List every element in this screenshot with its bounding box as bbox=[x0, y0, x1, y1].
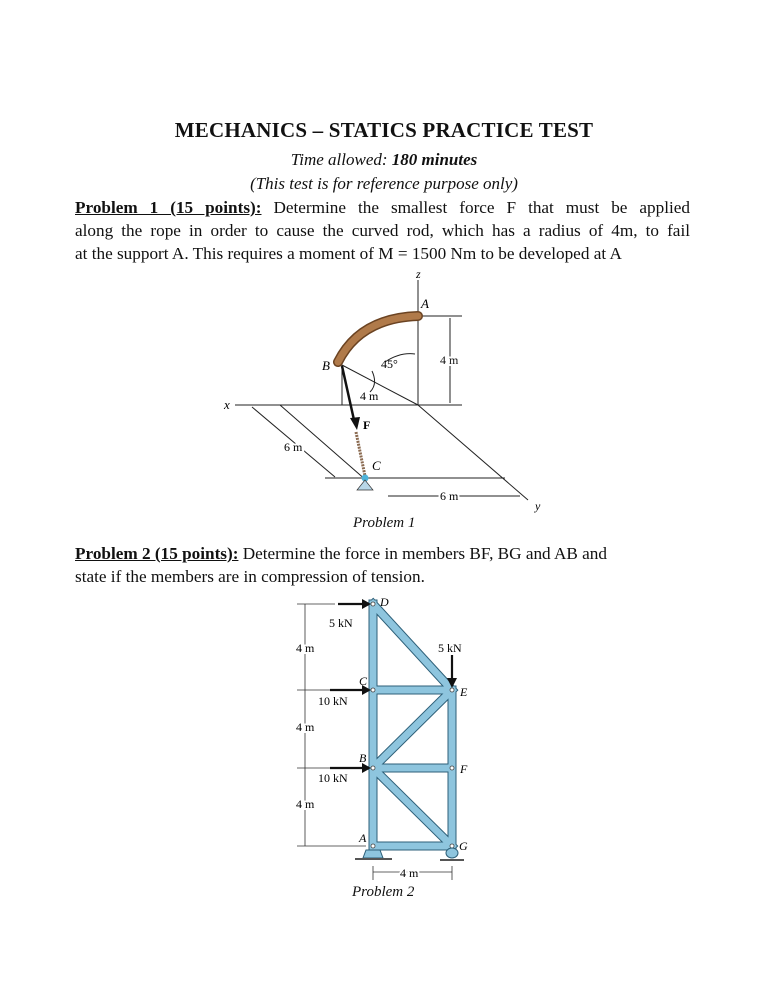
label-a: A bbox=[359, 831, 367, 845]
dim-2-label: 4 m bbox=[296, 720, 315, 734]
roller-support-g bbox=[446, 848, 458, 858]
joint-b bbox=[371, 766, 375, 770]
reference-note: (This test is for reference purpose only) bbox=[250, 174, 518, 193]
dim-3-label: 4 m bbox=[296, 797, 315, 811]
label-g: G bbox=[459, 839, 468, 853]
load-c-label: 10 kN bbox=[318, 694, 348, 708]
problem-1-caption: Problem 1 bbox=[353, 515, 416, 531]
label-a: A bbox=[421, 296, 429, 311]
label-e: E bbox=[460, 685, 468, 699]
label-d: D bbox=[380, 595, 389, 609]
label-dim-bottom: 6 m bbox=[440, 489, 459, 503]
problem-1-line: at the support A. This requires a moment of M = 1500 Nm to be developed at A bbox=[75, 244, 622, 263]
label-c: C bbox=[359, 674, 368, 688]
text: Determine the smallest force F that must be applied bbox=[261, 198, 691, 217]
label-c: C bbox=[372, 458, 381, 473]
label-dim-left: 6 m bbox=[284, 440, 303, 454]
label-b: B bbox=[359, 751, 367, 765]
problem-1-line: along the rope in order to cause the curved rod, which has a radius of 4m, to fail bbox=[75, 221, 690, 240]
label-z: z bbox=[416, 267, 421, 281]
joint-c bbox=[371, 688, 375, 692]
time-label: Time allowed: bbox=[290, 150, 392, 169]
label-b: B bbox=[322, 358, 330, 373]
page-title: MECHANICS – STATICS PRACTICE TEST bbox=[174, 118, 594, 142]
joint-g bbox=[450, 844, 454, 848]
problem-2-line: state if the members are in compression of tension. bbox=[75, 567, 425, 586]
dim-1-label: 4 m bbox=[296, 641, 315, 655]
load-e-label: 5 kN bbox=[438, 641, 462, 655]
label-y: y bbox=[535, 499, 541, 513]
label-radius: 4 m bbox=[360, 389, 379, 403]
load-b-label: 10 kN bbox=[318, 771, 348, 785]
problem-2-caption: Problem 2 bbox=[352, 884, 415, 900]
joint-d bbox=[371, 602, 375, 606]
dim-bottom-label: 4 m bbox=[400, 866, 419, 880]
joint-f bbox=[450, 766, 454, 770]
text: Determine the force in members BF, BG and AB and bbox=[238, 544, 607, 563]
pin-support-a bbox=[363, 850, 383, 858]
label-f: F bbox=[460, 762, 468, 776]
joint-e bbox=[450, 688, 454, 692]
problem-2-heading: Problem 2 (15 points): bbox=[75, 544, 239, 563]
label-height: 4 m bbox=[440, 353, 459, 367]
load-d-label: 5 kN bbox=[329, 616, 353, 630]
problem-1-heading: Problem 1 (15 points): bbox=[75, 198, 262, 217]
label-f: F bbox=[363, 418, 371, 432]
label-angle: 45° bbox=[381, 357, 398, 371]
label-x: x bbox=[224, 397, 230, 412]
time-value: 180 minutes bbox=[391, 150, 478, 169]
joint-a bbox=[371, 844, 375, 848]
